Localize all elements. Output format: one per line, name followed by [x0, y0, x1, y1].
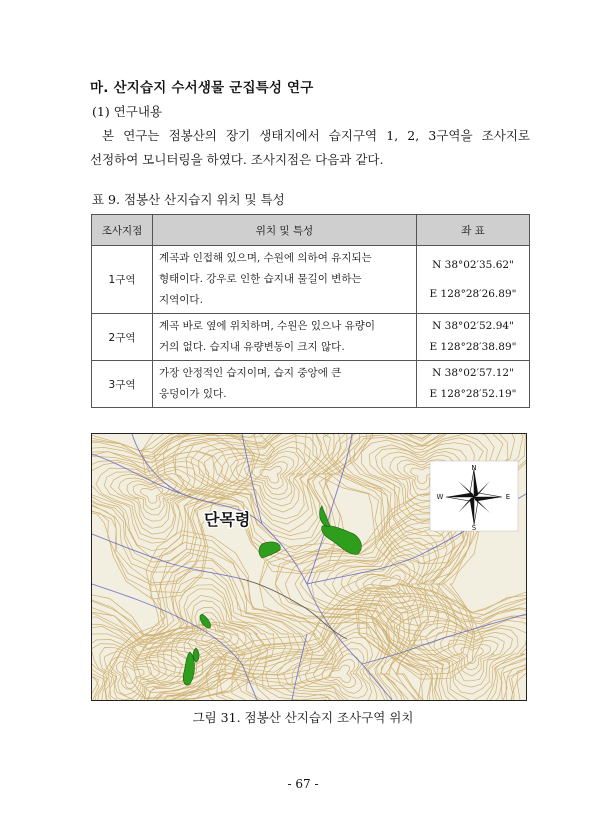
header-coordinates: 좌 표: [417, 215, 530, 246]
description-line: 형태이다. 강우로 인한 습지내 물길이 변하는: [159, 273, 362, 285]
table-caption: 표 9. 점봉산 산지습지 위치 및 특성: [92, 192, 285, 207]
body-paragraph-line-2: 선정하여 모니터링을 하였다. 조사지점은 다음과 같다.: [90, 152, 384, 167]
compass-east-label: E: [505, 493, 511, 501]
wetland-location-map: [91, 433, 527, 701]
page-number: - 67 -: [287, 777, 319, 791]
description-line: 계곡과 인접해 있으며, 수원에 의하여 유지되는: [159, 252, 372, 264]
compass-north-label: N: [471, 464, 477, 472]
figure-caption: 그림 31. 점봉산 산지습지 조사구역 위치: [192, 710, 414, 725]
longitude: E 128°28′38.89": [429, 341, 517, 353]
compass-rose: [430, 461, 518, 532]
header-description: 위치 및 특성: [153, 215, 417, 246]
latitude: N 38°02′35.62": [432, 258, 514, 271]
coordinates-cell: [417, 246, 530, 314]
topographic-map: [92, 434, 526, 700]
description-cell: [153, 361, 417, 408]
table-header-row: [92, 215, 530, 246]
place-name-label: 단목령: [204, 510, 251, 529]
table-row: [92, 314, 530, 361]
zone-cell: 2구역: [92, 314, 153, 361]
description-line: 지역이다.: [159, 294, 203, 306]
description-line: 거의 없다. 습지내 유량변동이 크지 않다.: [159, 341, 345, 353]
zone-cell: 3구역: [92, 361, 153, 408]
coordinates-cell: [417, 361, 530, 408]
header-zone: 조사지점: [92, 215, 153, 246]
longitude: E 128°28′26.89": [429, 287, 517, 300]
description-cell: [153, 314, 417, 361]
compass-south-label: S: [471, 524, 477, 532]
description-line: 계곡 바로 옆에 위치하며, 수원은 있으나 유량이: [159, 320, 376, 332]
table-row: [92, 246, 530, 314]
compass-west-label: W: [436, 493, 444, 501]
description-cell: [153, 246, 417, 314]
description-line: 웅덩이가 있다.: [159, 388, 227, 400]
coordinates-cell: [417, 314, 530, 361]
longitude: E 128°28′52.19": [429, 388, 517, 400]
latitude: N 38°02′57.12": [432, 367, 514, 379]
latitude: N 38°02′52.94": [432, 320, 514, 332]
description-line: 가장 안정적인 습지이며, 습지 중앙에 큰: [159, 367, 342, 379]
body-paragraph-line-1: 본 연구는 점봉산의 장기 생태지에서 습지구역 1, 2, 3구역을 조사지로: [102, 128, 530, 143]
wetland-location-table: [91, 214, 530, 408]
table-row: [92, 361, 530, 408]
section-heading: 마. 산지습지 수서생물 군집특성 연구: [90, 80, 314, 96]
subsection-heading: (1) 연구내용: [92, 104, 162, 119]
zone-cell: 1구역: [92, 246, 153, 314]
